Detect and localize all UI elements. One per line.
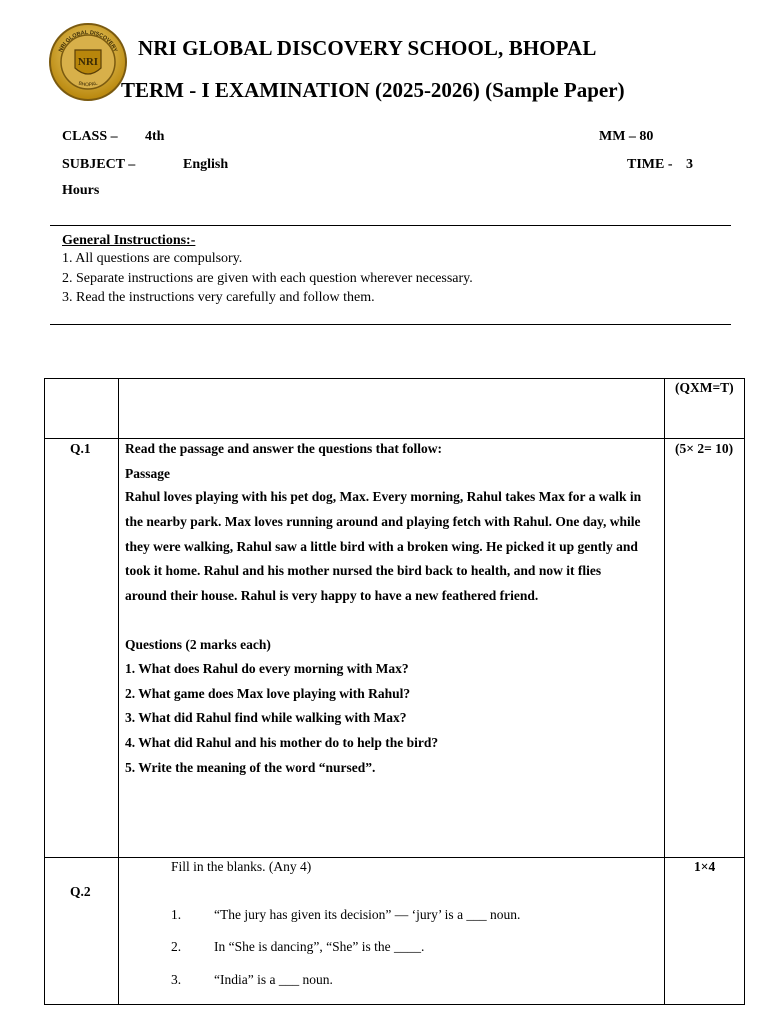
q2-item-number: 2. [171,939,182,954]
passage-line: the nearby park. Max loves running around and playing fetch with Rahul. One day, while [125,514,641,529]
instruction-item: 3. Read the instructions very carefully and follow them. [62,290,375,305]
logo-center-text: NRI [77,56,99,68]
q2-number: Q.2 [70,884,91,899]
divider-bottom [50,324,731,325]
school-name: NRI GLOBAL DISCOVERY SCHOOL, BHOPAL [138,36,597,60]
table-row-divider [44,857,745,858]
divider-top [50,225,731,226]
class-label: CLASS – [62,129,118,144]
time-label: TIME - [627,157,673,172]
max-marks: MM – 80 [599,129,654,144]
exam-title: TERM - I EXAMINATION (2025-2026) (Sample Paper) [121,78,625,102]
logo-ring-top: NRI GLOBAL DISCOVERY [58,29,118,54]
q1-instruction: Read the passage and answer the questions that follow: [125,441,443,456]
q2-item-number: 3. [171,972,182,987]
time-value: 3 [686,157,693,172]
q1-question: 4. What did Rahul and his mother do to help the bird? [125,735,439,750]
table-row-divider [44,438,745,439]
q2-item-text: “The jury has given its decision” — ‘jury’ is a ___ noun. [214,907,521,922]
hours-label: Hours [62,183,100,198]
class-value: 4th [145,129,165,144]
q1-number: Q.1 [70,441,91,456]
subject-label: SUBJECT – [62,157,136,172]
table-col-divider [118,378,119,1005]
q2-instruction: Fill in the blanks. (Any 4) [171,859,312,874]
passage-line: they were walking, Rahul saw a little bird with a broken wing. He picked it up gently and [125,539,638,554]
q1-question: 3. What did Rahul find while walking with Max? [125,710,407,725]
q1-question: 1. What does Rahul do every morning with Max? [125,661,409,676]
q2-item-text: In “She is dancing”, “She” is the ____. [214,939,425,954]
q1-question: 2. What game does Max love playing with Rahul? [125,686,411,701]
q1-question: 5. Write the meaning of the word “nursed”. [125,760,376,775]
logo-ring-bottom: BHOPAL [77,80,99,89]
passage-line: Rahul loves playing with his pet dog, Max. Every morning, Rahul takes Max for a walk in [125,489,642,504]
marks-header: (QXM=T) [675,380,734,395]
q1-passage-label: Passage [125,466,170,481]
q1-questions-label: Questions (2 marks each) [125,637,271,652]
q2-item-text: “India” is a ___ noun. [214,972,333,987]
subject-value: English [183,157,229,172]
q2-marks: 1×4 [694,859,716,874]
passage-line: around their house. Rahul is very happy to have a new feathered friend. [125,588,539,603]
q1-marks: (5× 2= 10) [675,441,734,456]
school-logo [48,22,128,102]
table-col-divider [664,378,665,1005]
instruction-item: 1. All questions are compulsory. [62,251,243,266]
instruction-item: 2. Separate instructions are given with each question wherever necessary. [62,271,473,286]
q2-item-number: 1. [171,907,182,922]
passage-line: took it home. Rahul and his mother nursed the bird back to health, and now it flies [125,563,602,578]
instructions-title: General Instructions:- [62,233,196,248]
